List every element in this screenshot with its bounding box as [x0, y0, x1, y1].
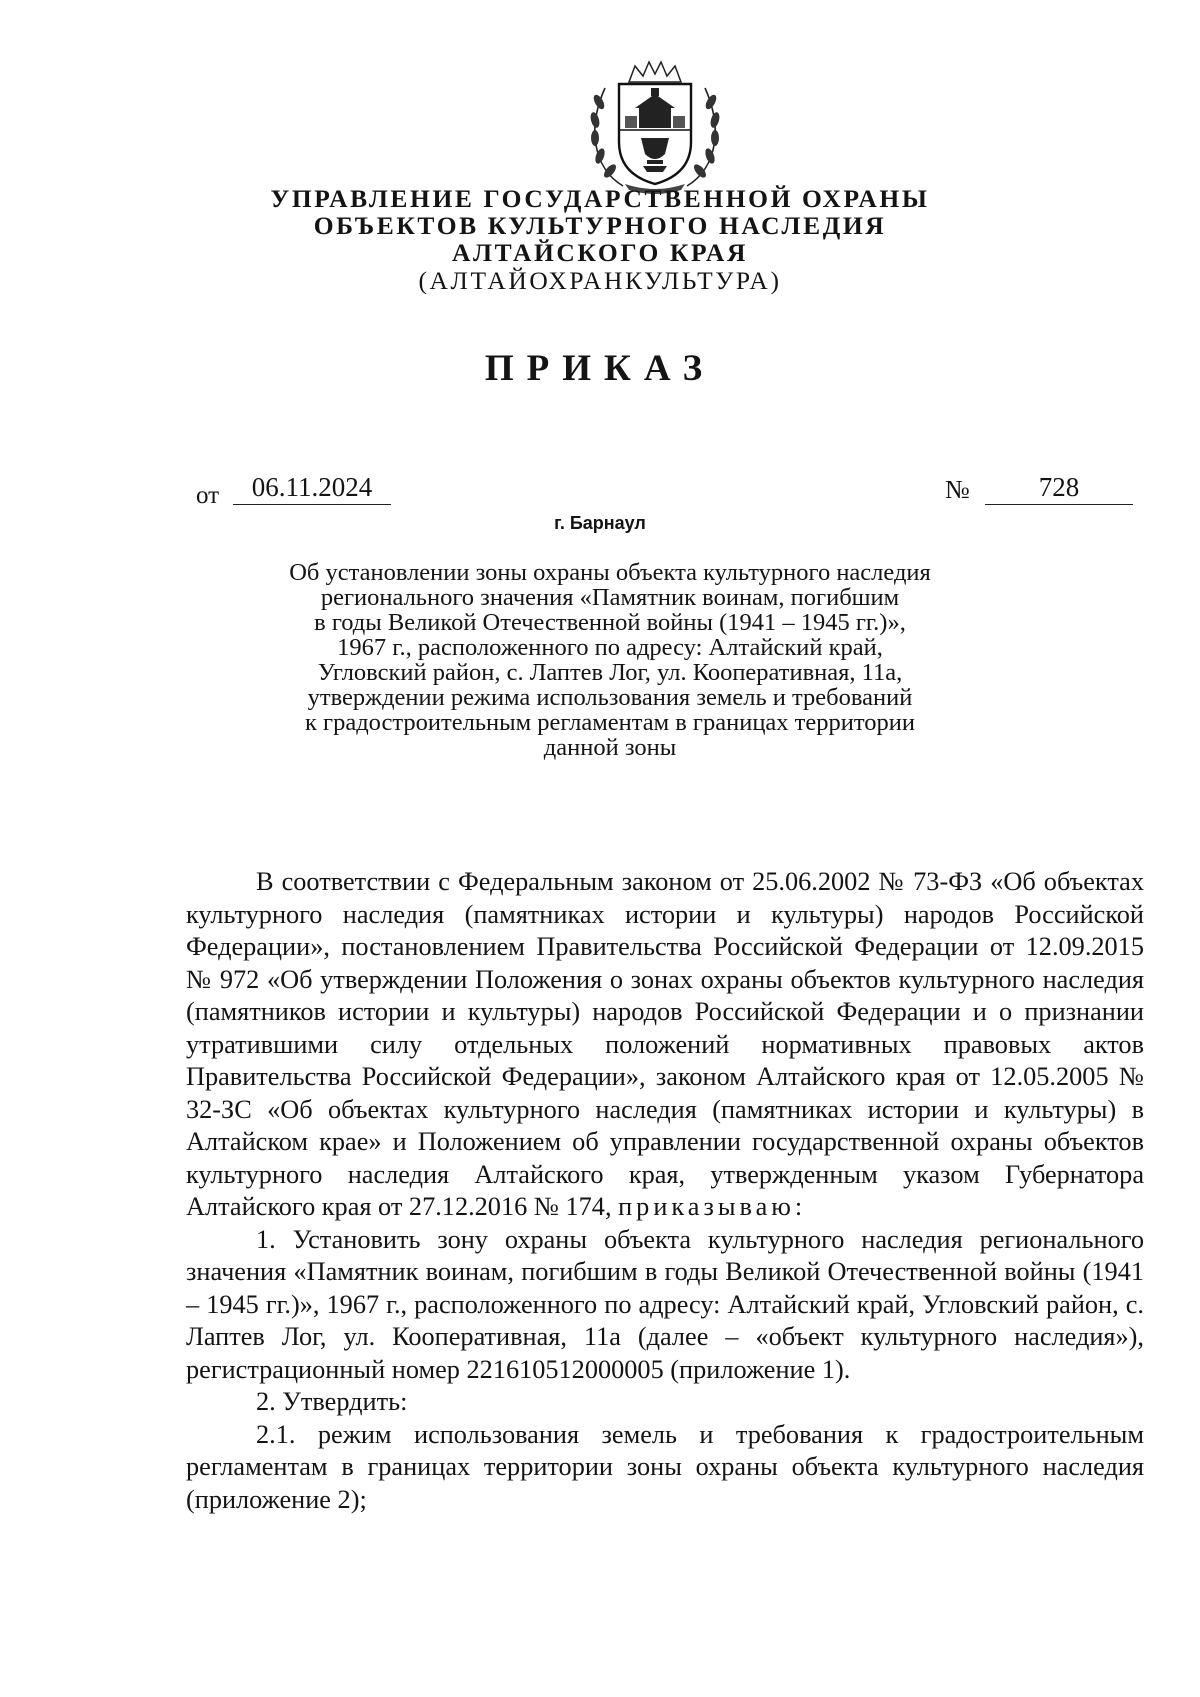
- agency-name-line-1: УПРАВЛЕНИЕ ГОСУДАРСТВЕННОЙ ОХРАНЫ: [270, 184, 930, 213]
- clause-1-paragraph: 1. Установить зону охраны объекта культурного наследия регионального значения «Памятник воинам, погибшим в годы Великой Отечественной войны (1941 – 1945 гг.)», 1967 г., расположенного по адресу: Алтайский край, Угловский район, с. Лаптев Лог, ул. Кооперативная, 11а (далее – «объект культурного наследия»), регистрационный номер 221610512000005 (приложение 1).: [186, 1224, 1144, 1384]
- subject-line: данной зоны: [543, 734, 677, 761]
- subject-line: Угловский район, с. Лаптев Лог, ул. Кооперативная, 11а,: [317, 659, 903, 686]
- preamble-text: В соответствии с Федеральным законом от 25.06.2002 № 73-ФЗ «Об объектах культурного наследия (памятниках истории и культуры) народов Российской Федерации», постановлением Правительства Российской Федерации от 12.09.2015 № 972 «Об утверждении Положения о зонах охраны объектов культурного наследия (памятников истории и культуры) народов Российской Федерации и о признании утратившими силу отдельных положений нормативных правовых актов Правительства Российской Федерации», законом Алтайского края от 12.05.2005 № 32-ЗС «Об объектах культурного наследия (памятниках истории и культуры) в Алтайском крае» и Положением об управлении государственной охраны объектов культурного наследия Алтайского края, утвержденным указом Губернатора Алтайского края от 27.12.2016 № 174,: [186, 867, 1144, 1221]
- subject-line: утверждении режима использования земель и требований: [307, 684, 913, 711]
- subject-line: 1967 г., расположенного по адресу: Алтайский край,: [337, 634, 883, 661]
- document-body: [186, 866, 1144, 1516]
- date-label: от: [196, 482, 220, 509]
- document-date: 06.11.2024: [233, 472, 391, 505]
- subject-line: к градостроительным регламентам в границах территории: [305, 709, 915, 736]
- clause-2-1-paragraph: 2.1. режим использования земель и требования к градостроительным регламентам в границах территории зоны охраны объекта культурного наследия (приложение 2);: [186, 1419, 1144, 1514]
- issue-city: г. Барнаул: [554, 513, 646, 533]
- agency-abbreviation: (АЛТАЙОХРАНКУЛЬТУРА): [418, 266, 782, 295]
- subject-line: в годы Великой Отечественной войны (1941 – 1945 гг.)»,: [314, 609, 906, 636]
- agency-name-line-2: ОБЪЕКТОВ КУЛЬТУРНОГО НАСЛЕДИЯ: [313, 211, 887, 240]
- subject-line: регионального значения «Памятник воинам, погибшим: [320, 584, 900, 611]
- order-word: приказываю:: [618, 1192, 807, 1221]
- subject-line: Об установлении зоны охраны объекта культурного наследия: [289, 559, 931, 586]
- number-label: №: [945, 475, 970, 504]
- agency-name-line-3: АЛТАЙСКОГО КРАЯ: [452, 238, 748, 267]
- document-subject: [200, 560, 1020, 760]
- document-title: ПРИКАЗ: [484, 348, 716, 389]
- preamble-paragraph: [186, 866, 1144, 1224]
- clause-2-paragraph: 2. Утвердить:: [256, 1387, 408, 1416]
- document-number: 728: [985, 472, 1133, 505]
- coat-of-arms-emblem: [583, 58, 727, 196]
